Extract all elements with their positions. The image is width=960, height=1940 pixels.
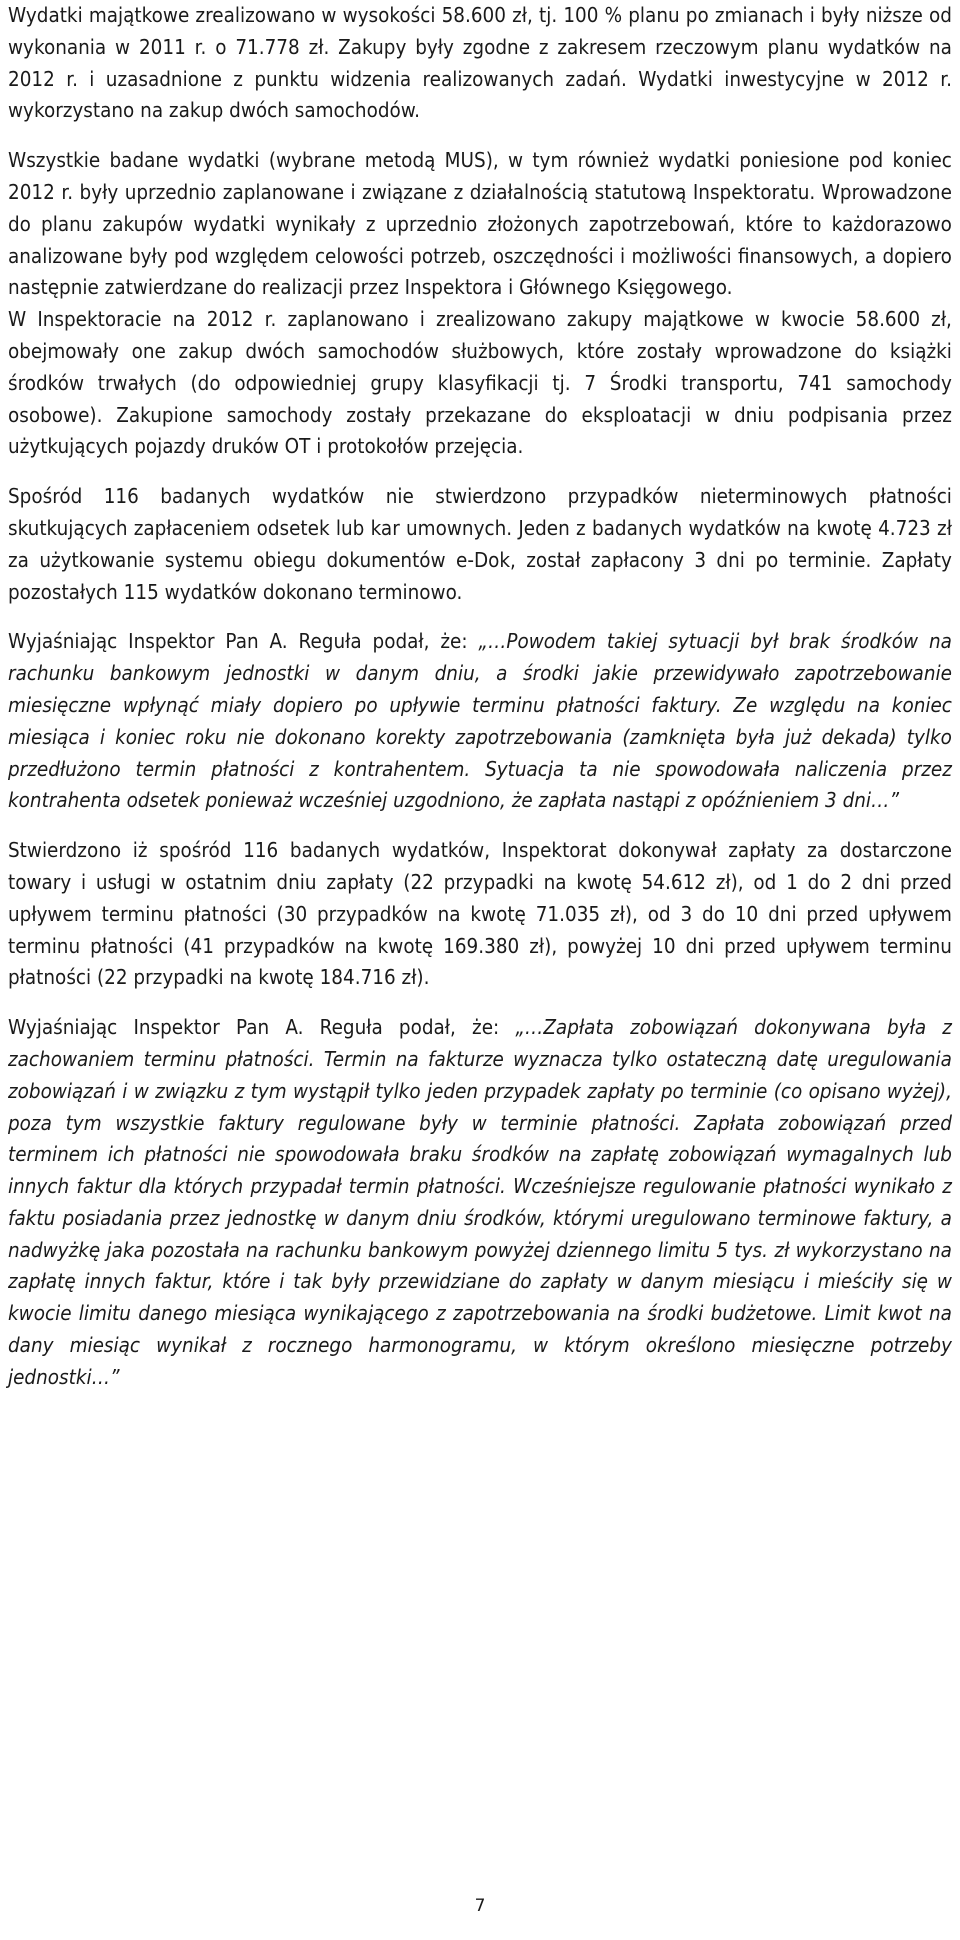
paragraph-zaplaty-statystyka: Stwierdzono iż spośród 116 badanych wydatków, Inspektorat dokonywał zapłaty za dostarczone towary i usługi w ostatnim dniu zapłaty (22 przypadki na kwotę 54.612 zł), od 1 do 2 dni przed upływem terminu płatności (30 przypadków na kwotę 71.035 zł), od 3 do 10 dni przed upływem terminu płatności (41 przypadków na kwotę 169.380 zł), powyżej 10 dni przed upływem terminu płatności (22 przypadki na kwotę 184.716 zł). — [8, 838, 952, 990]
quote-text: „…Powodem takiej sytuacji był brak środków na rachunku bankowym jednostki w danym dniu, a środki jakie przewidywało zapotrzebowanie miesięczne wpłynąć miały dopiero po upływie terminu płatności faktury. Ze względu na koniec miesiąca i koniec roku nie dokonano korekty zapotrzebowania (zamknięta była już dekada) tylko przedłużono termin płatności z kontrahentem. Sytuacja ta nie spowodowała naliczenia przez kontrahenta odsetek ponieważ wcześniej uzgodniono, że zapłata nastąpi z opóźnieniem 3 dni…” — [8, 629, 952, 813]
page-number: 7 — [474, 1896, 486, 1916]
paragraph-gap — [8, 994, 952, 1012]
quote-paragraph-1 — [8, 626, 952, 817]
paragraph-zakupy-majatkowe: W Inspektoracie na 2012 r. zaplanowano i zrealizowano zakupy majątkowe w kwocie 58.600 zł, obejmowały one zakup dwóch samochodów służbowych, które zostały wprowadzone do książki środków trwałych (do odpowiedniej grupy klasyfikacji tj. 7 Środki transportu, 741 samochody osobowe). Zakupione samochody zostały przekazane do eksploatacji w dniu podpisania przez użytkujących pojazdy druków OT i protokołów przejęcia. — [8, 307, 952, 459]
paragraph-gap — [8, 463, 952, 481]
paragraph-gap — [8, 817, 952, 835]
quote-paragraph-2 — [8, 1012, 952, 1394]
paragraph-wydatki-majatkowe: Wydatki majątkowe zrealizowano w wysokości 58.600 zł, tj. 100 % planu po zmianach i były niższe od wykonania w 2011 r. o 71.778 zł. Zakupy były zgodne z zakresem rzeczowym planu wydatków na 2012 r. i uzasadnione z punktu widzenia realizowanych zadań. Wydatki inwestycyjne w 2012 r. wykorzystano na zakup dwóch samochodów. — [8, 3, 952, 123]
paragraph-terminowosc-platnosci: Spośród 116 badanych wydatków nie stwierdzono przypadków nieterminowych płatności skutkujących zapłaceniem odsetek lub kar umownych. Jeden z badanych wydatków na kwotę 4.723 zł za użytkowanie systemu obiegu dokumentów e-Dok, został zapłacony 3 dni po terminie. Zapłaty pozostałych 115 wydatków dokonano terminowo. — [8, 484, 952, 604]
paragraph-badane-wydatki: Wszystkie badane wydatki (wybrane metodą MUS), w tym również wydatki poniesione pod koniec 2012 r. były uprzednio zaplanowane i związane z działalnością statutową Inspektoratu. Wprowadzone do planu zakupów wydatki wynikały z uprzednio złożonych zapotrzebowań, które to każdorazowo analizowane były pod względem celowości potrzeb, oszczędności i możliwości finansowych, a dopiero następnie zatwierdzane do realizacji przez Inspektora i Głównego Księgowego. — [8, 148, 952, 300]
paragraph-gap — [8, 127, 952, 145]
quote-intro: Wyjaśniając Inspektor Pan A. Reguła podał, że: — [8, 1015, 516, 1040]
quote-text: „…Zapłata zobowiązań dokonywana była z zachowaniem terminu płatności. Termin na fakturze wyznacza tylko ostateczną datę uregulowania zobowiązań i w związku z tym wystąpił tylko jeden przypadek zapłaty po terminie (co opisano wyżej), poza tym wszystkie faktury regulowane były w terminie płatności. Zapłata zobowiązań przed terminem ich płatności nie spowodowała braku środków na zapłatę zobowiązań wymagalnych lub innych faktur dla których przypadał termin płatności. Wcześniejsze regulowanie płatności wynikało z faktu posiadania przez jednostkę w danym dniu środków, którymi uregulowano terminowe faktury, a nadwyżkę jaka pozostała na rachunku bankowym powyżej dziennego limitu 5 tys. zł wykorzystano na zapłatę innych faktur, które i tak były przewidziane do zapłaty w danym miesiącu i mieściły się w kwocie limitu danego miesiąca wynikającego z zapotrzebowania na środki budżetowe. Limit kwot na dany miesiąc wynikał z rocznego harmonogramu, w którym określono miesięczne potrzeby jednostki…” — [8, 1015, 952, 1389]
document-page — [8, 0, 952, 1394]
quote-intro: Wyjaśniając Inspektor Pan A. Reguła podał, że: — [8, 629, 479, 654]
paragraph-gap — [8, 608, 952, 626]
